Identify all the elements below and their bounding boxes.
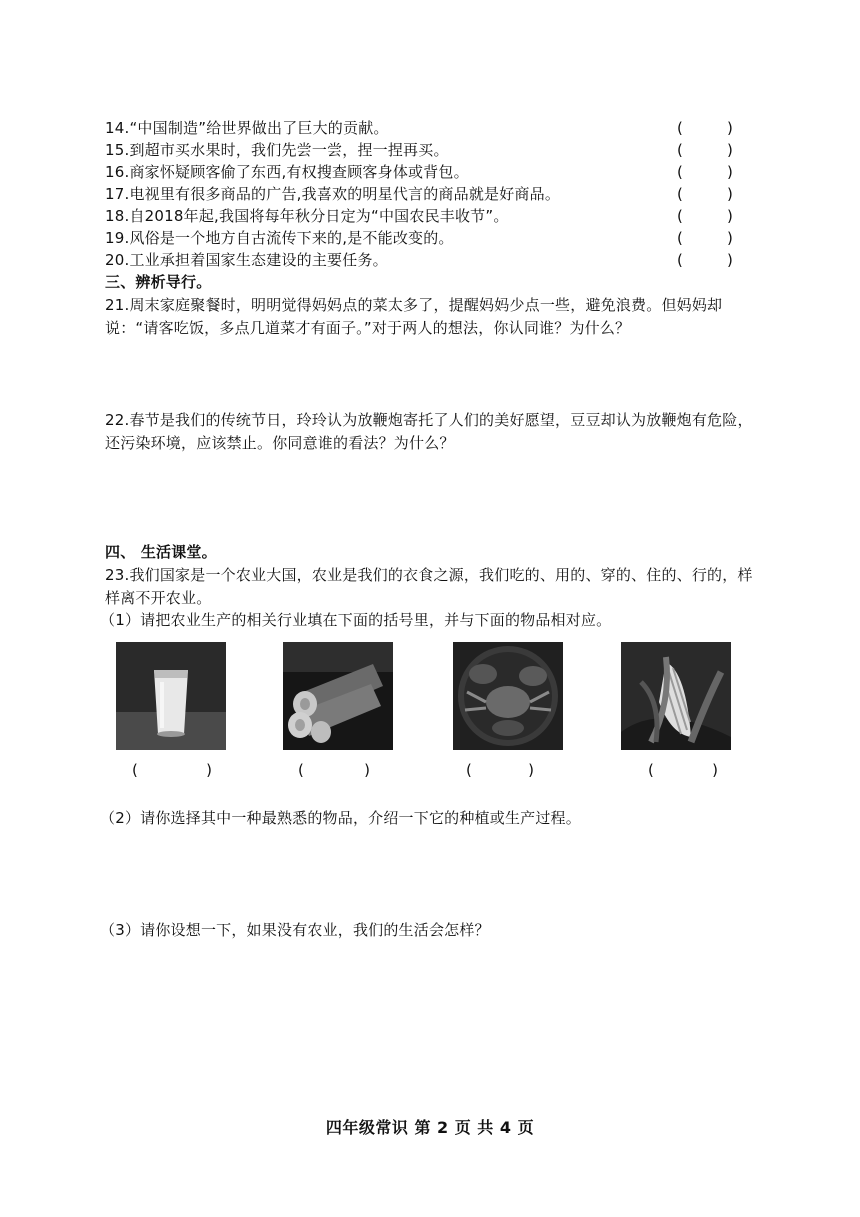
photo-3-blank[interactable]: ( )	[466, 761, 534, 779]
answer-blank[interactable]: ( )	[677, 119, 733, 137]
question-22: 22.春节是我们的传统节日，玲玲认为放鞭炮寄托了人们的美好愿望，豆豆却认为放鞭炮有危险，还污染环境，应该禁止。你同意谁的看法？为什么？	[105, 411, 753, 452]
question-text: 15.到超市买水果时，我们先尝一尝，捏一捏再买。	[105, 141, 449, 159]
question-text: 14.“中国制造”给世界做出了巨大的贡献。	[105, 119, 389, 137]
milk-glass-photo	[116, 642, 226, 750]
answer-blank[interactable]: ( )	[677, 229, 733, 247]
question-15	[105, 139, 733, 161]
answer-blank[interactable]: ( )	[677, 141, 733, 159]
corn-photo	[621, 642, 731, 750]
question-text: 19.风俗是一个地方自古流传下来的,是不能改变的。	[105, 229, 454, 247]
section-4-title: 四、 生活课堂。	[105, 543, 217, 561]
milk-glass-icon	[116, 642, 226, 750]
question-18	[105, 205, 733, 227]
photo-1-blank[interactable]: ( )	[132, 761, 212, 779]
corn-icon	[621, 642, 731, 750]
question-14	[105, 117, 733, 139]
section-3-title: 三、辨析导行。	[105, 273, 212, 291]
question-text: 18.自2018年起,我国将每年秋分日定为“中国农民丰收节”。	[105, 207, 509, 225]
question-text: 16.商家怀疑顾客偷了东西,有权搜查顾客身体或背包。	[105, 163, 469, 181]
question-20	[105, 249, 733, 271]
question-23-part-1: （1）请把农业生产的相关行业填在下面的括号里，并与下面的物品相对应。	[100, 611, 612, 629]
crab-icon	[453, 642, 563, 750]
photo-4-blank[interactable]: ( )	[648, 761, 718, 779]
answer-blank[interactable]: ( )	[677, 207, 733, 225]
photo-2-blank[interactable]: ( )	[298, 761, 370, 779]
answer-blank[interactable]: ( )	[677, 163, 733, 181]
question-19	[105, 227, 733, 249]
question-23: 23.我们国家是一个农业大国，农业是我们的衣食之源，我们吃的、用的、穿的、住的、行的，样样离不开农业。	[105, 566, 753, 607]
logs-icon	[283, 642, 393, 750]
answer-blank[interactable]: ( )	[677, 251, 733, 269]
question-17	[105, 183, 733, 205]
question-text: 20.工业承担着国家生态建设的主要任务。	[105, 251, 388, 269]
question-23-part-3: （3）请你设想一下，如果没有农业，我们的生活会怎样？	[100, 921, 490, 939]
answer-blank[interactable]: ( )	[677, 185, 733, 203]
question-16	[105, 161, 733, 183]
crabs-photo	[453, 642, 563, 750]
question-text: 17.电视里有很多商品的广告,我喜欢的明星代言的商品就是好商品。	[105, 185, 561, 203]
page-footer: 四年级常识 第 2 页 共 4 页	[325, 1118, 535, 1137]
logs-photo	[283, 642, 393, 750]
question-21: 21.周末家庭聚餐时，明明觉得妈妈点的菜太多了，提醒妈妈少点一些，避免浪费。但妈妈却说：“请客吃饭，多点几道菜才有面子。”对于两人的想法，你认同谁？为什么？	[105, 296, 723, 337]
question-23-part-2: （2）请你选择其中一种最熟悉的物品，介绍一下它的种植或生产过程。	[100, 809, 581, 827]
